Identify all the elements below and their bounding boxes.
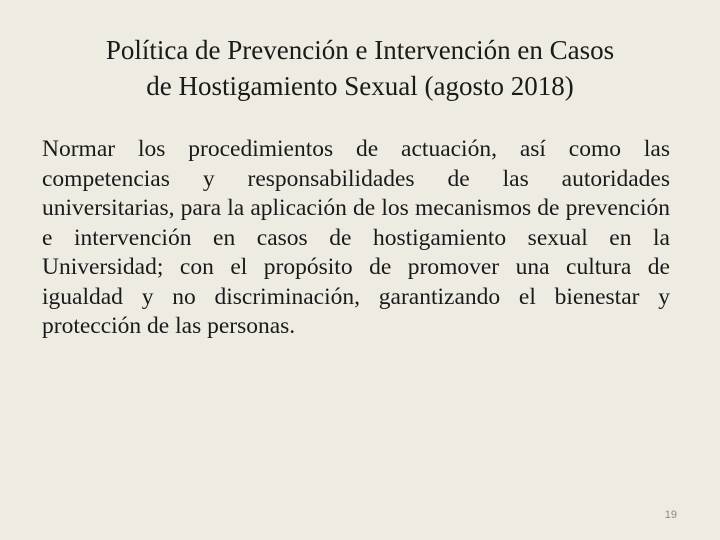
slide-title [40, 32, 680, 104]
slide-title-line-2: de Hostigamiento Sexual (agosto 2018) [146, 71, 574, 101]
slide-title-line-1: Política de Prevención e Intervención en Casos [105, 35, 615, 65]
page-number: 19 [664, 509, 677, 521]
slide-body-text: Normar los procedimientos de actuación, así como las competencias y responsabilidades de las autoridades universitarias, para la aplicación de los mecanismos de prevención e intervención en casos de hostigamiento sexual en la Universidad; con el propósito de promover una cultura de igualdad y no discriminación, garantizando el bienestar y protección de las personas. [42, 136, 670, 339]
